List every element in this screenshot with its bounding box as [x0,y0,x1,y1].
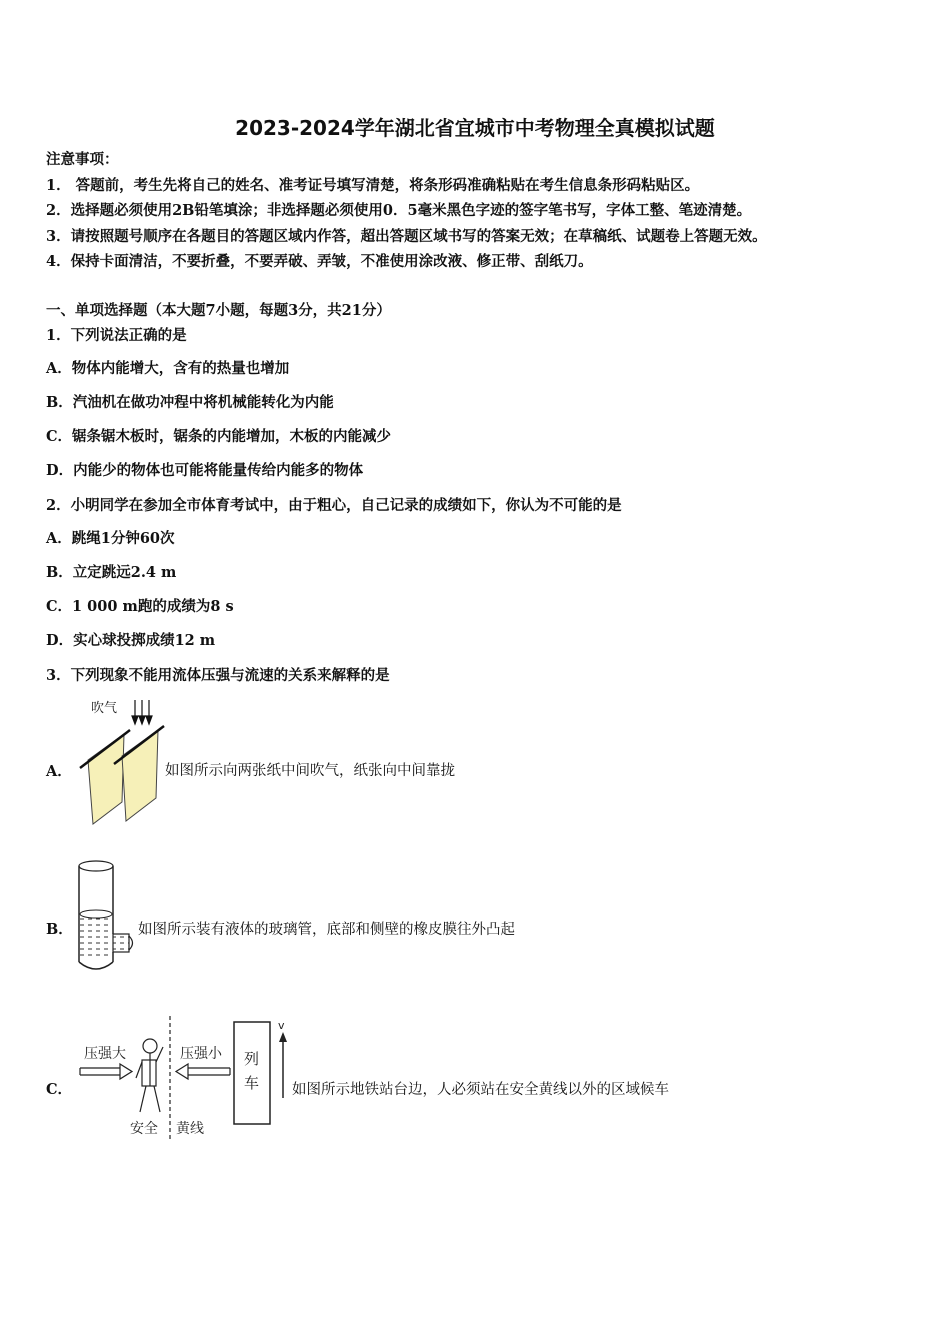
q3-option-a-text: 如图所示向两张纸中间吹气，纸张向中间靠拢 [165,763,455,779]
liquid [80,914,112,960]
arrow-low-pressure [176,1064,230,1079]
train-label-1: 列 [244,1050,260,1068]
arrow-high-pressure [80,1064,132,1079]
q3-stem: 3．下列现象不能用流体压强与流速的关系来解释的是 [46,667,390,684]
q1-option-a: A．物体内能增大，含有的热量也增加 [46,360,290,377]
low-pressure-label: 压强小 [180,1046,222,1062]
figure-glass-tube [72,856,136,976]
side-membrane-tube [113,934,129,952]
q3-option-c-label: C． [46,1081,73,1098]
yellow-line-label: 黄线 [176,1121,204,1137]
notice-item-1: 1． 答题前，考生先将自己的姓名、准考证号填写清楚，将条形码准确粘贴在考生信息条形码粘贴区。 [46,177,700,194]
page-title: 2023-2024学年湖北省宜城市中考物理全真模拟试题 [235,116,715,140]
notice-heading: 注意事项： [46,151,119,168]
q2-option-a: A．跳绳1分钟60次 [46,530,175,547]
notice-item-3: 3．请按照题号顺序在各题目的答题区域内作答，超出答题区域书写的答案无效；在草稿纸、试题卷上答题无效。 [46,228,767,245]
q2-option-c: C．1 000 m跑的成绩为8 s [46,598,234,615]
q1-option-b: B．汽油机在做功冲程中将机械能转化为内能 [46,394,334,411]
figure-blowing-paper [74,694,174,828]
notice-item-4: 4．保持卡面清洁，不要折叠，不要弄破、弄皱，不准使用涂改液、修正带、刮纸刀。 [46,253,593,270]
bottom-membrane [79,962,113,969]
high-pressure-label: 压强大 [84,1046,126,1062]
q3-option-b-label: B． [46,921,73,938]
blow-arrows [132,700,152,724]
blow-label: 吹气 [91,701,118,716]
figure-subway-platform [76,1012,296,1146]
q2-option-d: D．实心球投掷成绩12 m [46,632,216,649]
q1-option-d: D．内能少的物体也可能将能量传给内能多的物体 [46,462,364,479]
q3-option-c-text: 如图所示地铁站台边，人必须站在安全黄线以外的区域候车 [292,1082,669,1098]
section-heading: 一、单项选择题（本大题7小题，每题3分，共21分） [46,302,391,319]
q3-option-b-text: 如图所示装有液体的玻璃管，底部和侧壁的橡皮膜往外凸起 [138,922,515,938]
q2-option-b: B．立定跳远2.4 m [46,564,177,581]
q1-stem: 1．下列说法正确的是 [46,327,187,344]
train-box [234,1022,270,1124]
q3-option-a-label: A． [46,763,72,780]
q1-option-c: C．锯条锯木板时，锯条的内能增加，木板的内能减少 [46,428,392,445]
person-figure [136,1039,163,1112]
q2-stem: 2．小明同学在参加全市体育考试中，由于粗心，自己记录的成绩如下，你认为不可能的是 [46,497,622,514]
velocity-label: v [278,1019,285,1032]
notice-item-2: 2．选择题必须使用2B铅笔填涂；非选择题必须使用0．5毫米黑色字迹的签字笔书写，字体工整、笔迹清楚。 [46,202,752,219]
safe-label: 安全 [130,1121,158,1137]
train-label-2: 车 [244,1074,260,1092]
